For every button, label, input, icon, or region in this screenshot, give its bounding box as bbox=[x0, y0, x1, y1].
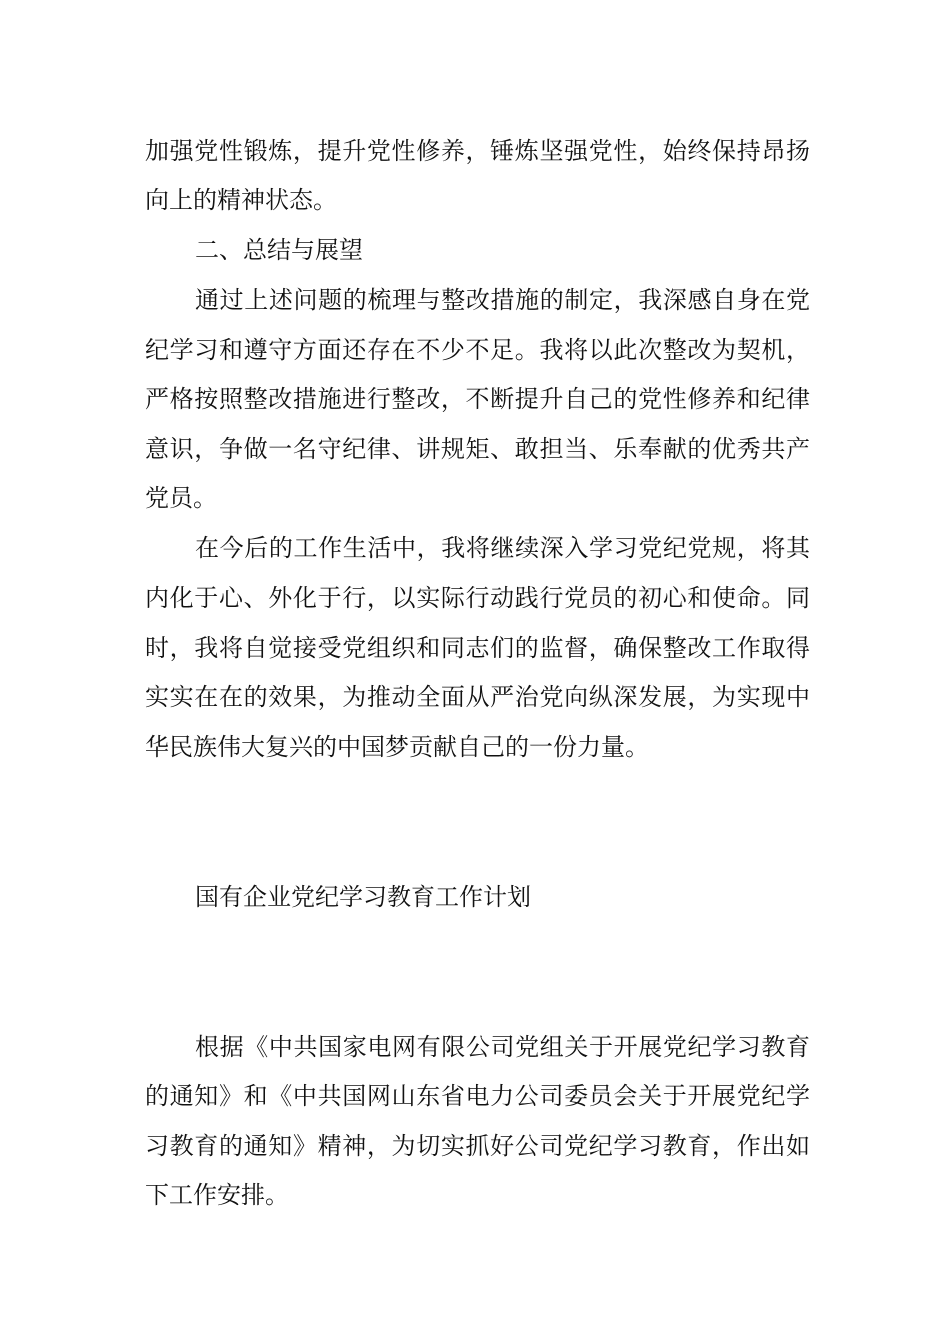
body-text-line: 内化于心、外化于行，以实际行动践行党员的初心和使命。同 bbox=[145, 584, 810, 612]
body-text-line: 向上的精神状态。 bbox=[145, 186, 337, 214]
body-text-line: 下工作安排。 bbox=[145, 1181, 289, 1209]
section-heading: 二、总结与展望 bbox=[195, 236, 363, 264]
document-title: 国有企业党纪学习教育工作计划 bbox=[195, 883, 531, 911]
body-text-line: 通过上述问题的梳理与整改措施的制定，我深感自身在党 bbox=[195, 286, 810, 314]
body-text-line: 时，我将自觉接受党组织和同志们的监督，确保整改工作取得 bbox=[145, 634, 810, 662]
body-text-line: 根据《中共国家电网有限公司党组关于开展党纪学习教育 bbox=[195, 1033, 810, 1061]
body-text-line: 党员。 bbox=[145, 484, 217, 512]
body-text-line: 在今后的工作生活中，我将继续深入学习党纪党规，将其 bbox=[195, 534, 810, 562]
body-text-line: 习教育的通知》精神，为切实抓好公司党纪学习教育，作出如 bbox=[145, 1132, 810, 1160]
body-text-line: 严格按照整改措施进行整改，不断提升自己的党性修养和纪律 bbox=[145, 385, 810, 413]
body-text-line: 华民族伟大复兴的中国梦贡献自己的一份力量。 bbox=[145, 733, 649, 761]
body-text-line: 的通知》和《中共国网山东省电力公司委员会关于开展党纪学 bbox=[145, 1082, 810, 1110]
body-text-line: 实实在在的效果，为推动全面从严治党向纵深发展，为实现中 bbox=[145, 683, 810, 711]
body-text-line: 纪学习和遵守方面还存在不少不足。我将以此次整改为契机， bbox=[145, 336, 810, 364]
body-text-line: 加强党性锻炼，提升党性修养，锤炼坚强党性，始终保持昂扬 bbox=[145, 137, 810, 165]
body-text-line: 意识，争做一名守纪律、讲规矩、敢担当、乐奉献的优秀共产 bbox=[145, 435, 810, 463]
